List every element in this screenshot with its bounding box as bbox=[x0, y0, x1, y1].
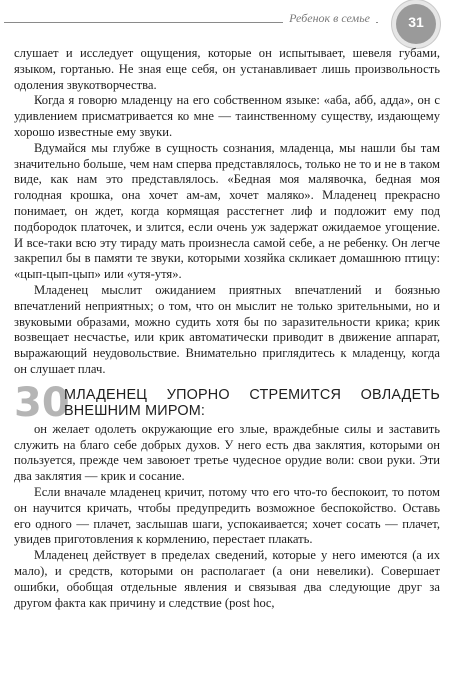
paragraph: Вдумайся мы глубже в сущность сознания, младенца, мы нашли бы там значительно больше, чем нам сперва представлялось, только не то и не в таком виде, как нам это представлялось. «Бедная моя малявочка, бедная моя голодная крошка, она хочет ам-ам, хочет маляко». Младенец прекрасно понимает, он ждет, когда кормящая расстегнет лиф и подложит ему под подбородок платочек, и злится, если очень уж задержат ожидаемое угощение. И все-таки всю эту тираду мать произнесла самой себе, а не ребенку. Он легче закрепил бы в памяти те звуки, которыми хозяйка скликает домашнюю птицу: «цып-цып-цып» или «утя-утя». bbox=[14, 140, 440, 282]
paragraph: Младенец мыслит ожиданием приятных впечатлений и боязнью впечатлений неприятных; о том, что он мыслит не только зрительными, но и звуковыми образами, можно судить хотя бы по заразительности крика; крик возвещает несчастье, или крик автоматически приводит в движение аппарат, выражающий неудовольствие. Внимательно приглядитесь к младенцу, когда он слушает плач. bbox=[14, 282, 440, 376]
section-title: МЛАДЕНЕЦ УПОРНО СТРЕМИТСЯ ОВЛАДЕТЬ ВНЕШНИМ МИРОМ: bbox=[64, 386, 440, 419]
running-title: Ребенок в семье bbox=[283, 11, 376, 26]
paragraph: Когда я говорю младенцу на его собственном языке: «аба, абб, адда», он с удивлением присматривается ко мне — таинственному существу, издающему хорошо известные ему звуки. bbox=[14, 93, 440, 139]
page-header bbox=[0, 0, 454, 40]
paragraph: Если вначале младенец кричит, потому что его что-то беспокоит, то потом он научится кричать, чтобы предупредить возможное беспокойство. Оставь его одного — плачет, заслышав шаги, успокаивается; хочет сосать — плачет, увидев приготовления к кормлению, перестает плакать. bbox=[14, 484, 440, 547]
paragraph: Младенец действует в пределах сведений, которые у него имеются (а их мало), и средств, которыми он располагает (а они невелики). Совершает ошибки, обобщая отдельные явления и связывая два следующие друг за другом факта как причину и следствие (post hoc, bbox=[14, 548, 440, 610]
page-number-badge bbox=[396, 4, 436, 44]
page-number: 31 bbox=[408, 14, 424, 30]
section-number: 30 bbox=[14, 379, 70, 426]
paragraph: слушает и исследует ощущения, которые он испытывает, шевеля губами, языком, гортанью. Не зная еще себя, он устанавливает лишь произвольность одоления звукотворчества. bbox=[14, 46, 440, 92]
section-heading bbox=[14, 379, 440, 426]
paragraph: он желает одолеть окружающие его злые, враждебные силы и заставить служить на благо себе добрых духов. У него есть два заклятия, которыми он пользуется, прежде чем завоюет третье чудесное орудие воли: свои руки. Эти два заклятия — крик и сосание. bbox=[14, 421, 440, 484]
body-text bbox=[14, 46, 440, 611]
